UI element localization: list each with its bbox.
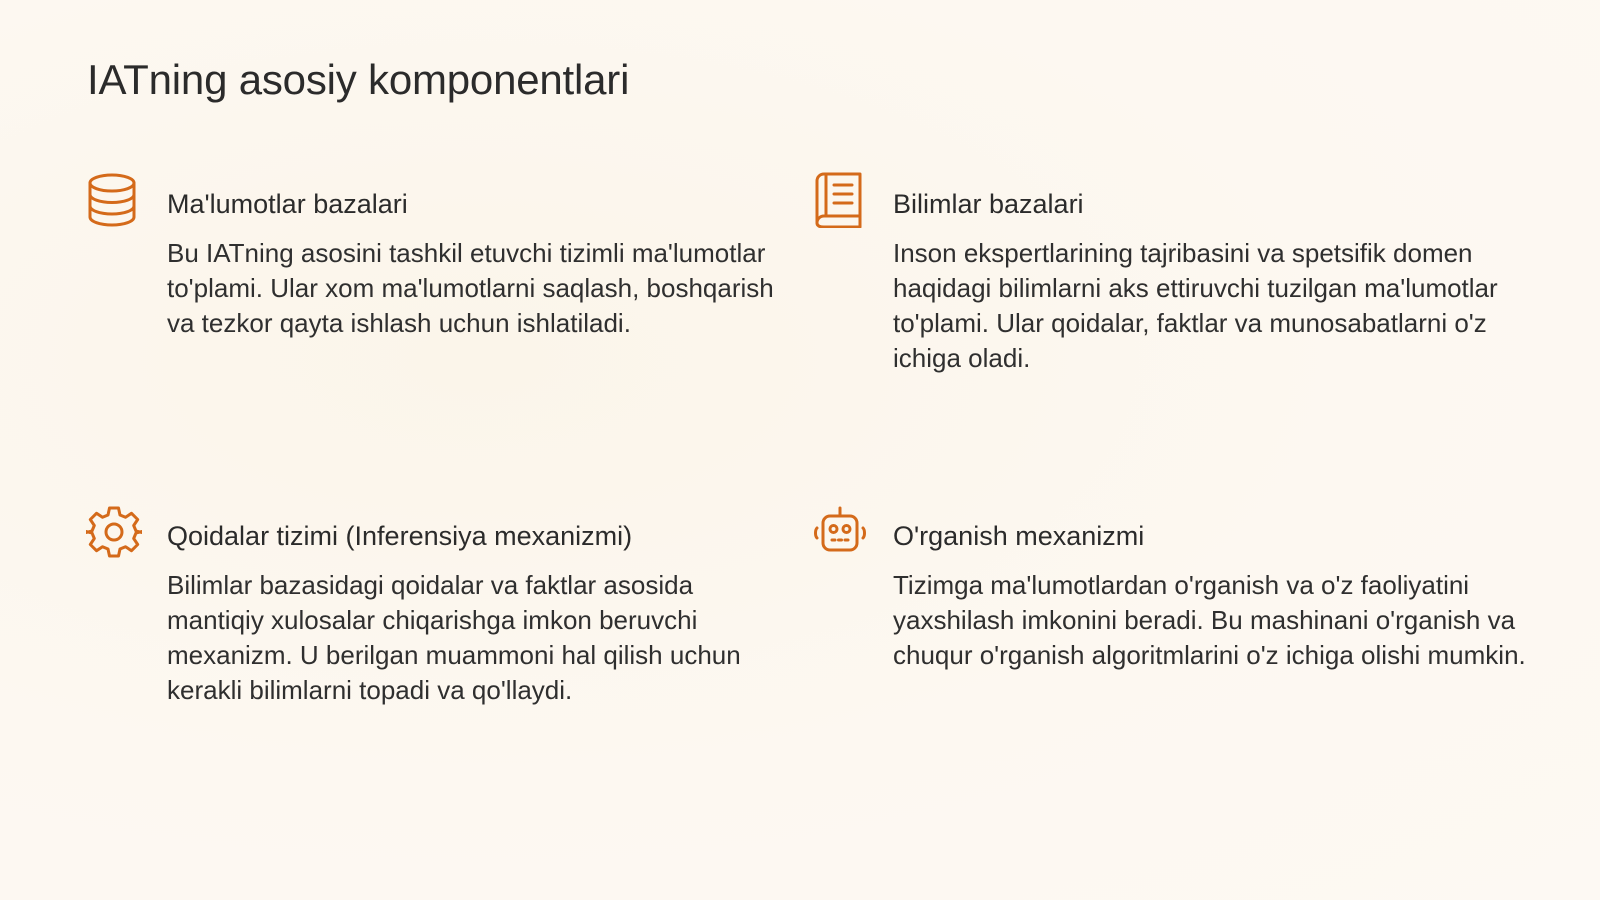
- database-icon: [86, 172, 142, 228]
- card-description: Inson ekspertlarining tajribasini va spetsifik domen haqidagi bilimlarni aks ettiruvchi tuzilgan ma'lumotlar to'plami. Ular qoidalar, faktlar va munosabatlarni o'z ichiga oladi.: [893, 238, 1498, 373]
- card-heading: Bilimlar bazalari: [893, 189, 1084, 219]
- card-description: Bu IATning asosini tashkil etuvchi tizimli ma'lumotlar to'plami. Ular xom ma'lumotlarni saqlash, boshqarish va tezkor qayta ishlash uchun ishlatiladi.: [167, 238, 774, 338]
- slide-title: IATning asosiy komponentlari: [87, 56, 630, 103]
- card-description: Tizimga ma'lumotlardan o'rganish va o'z faoliyatini yaxshilash imkonini beradi. Bu mashinani o'rganish va chuqur o'rganish algoritmlarini o'z ichiga olishi mumkin.: [893, 570, 1526, 670]
- robot-icon: [812, 504, 868, 560]
- card-heading: Qoidalar tizimi (Inferensiya mexanizmi): [167, 521, 633, 551]
- gear-icon: [86, 504, 142, 560]
- card-heading: O'rganish mexanizmi: [893, 521, 1145, 551]
- book-icon: [812, 172, 868, 228]
- card-description: Bilimlar bazasidagi qoidalar va faktlar asosida mantiqiy xulosalar chiqarishga imkon beruvchi mexanizm. U berilgan muammoni hal qilish uchun kerakli bilimlarni topadi va qo'llaydi.: [167, 570, 741, 705]
- card-heading: Ma'lumotlar bazalari: [167, 189, 408, 219]
